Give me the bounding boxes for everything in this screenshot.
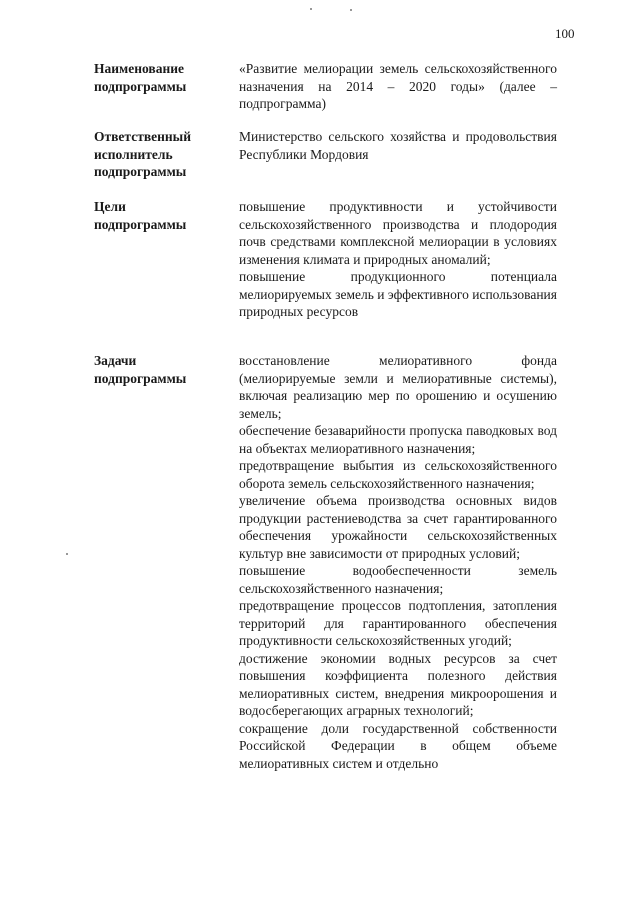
row-content xyxy=(239,198,557,321)
row-label: Ответственный исполнитель подпрограммы xyxy=(94,129,191,179)
task-item: обеспечение безаварийности пропуска паводковых вод на объектах мелиоративного назначения; xyxy=(239,423,557,456)
row-content xyxy=(239,352,557,772)
task-item: восстановление мелиоративного фонда (мелиорируемые земли и мелиоративные системы), включая реализацию мер по орошению и осушению земель; xyxy=(239,353,557,421)
task-item: достижение экономии водных ресурсов за счет повышения коэффициента полезного действия мелиоративных систем, внедрения микроорошения и водосберегающих аграрных технологий; xyxy=(239,650,557,718)
row-label: Наименование подпрограммы xyxy=(94,61,187,94)
goal-item: повышение продуктивности и устойчивости сельскохозяйственного производства и плодородия почв средствами комплексной мелиорации в условиях изменения климата и природных аномалий; xyxy=(239,199,557,267)
goal-item: повышение продукционного потенциала мелиорируемых земель и эффективного использования природных ресурсов xyxy=(239,269,557,319)
task-item: предотвращение процессов подтопления, затопления территорий для гарантированного обеспечения продуктивности сельскохозяйственных угодий; xyxy=(239,598,557,648)
task-item: предотвращение выбытия из сельскохозяйственного оборота земель сельскохозяйственного назначения; xyxy=(239,458,557,491)
scan-artifact xyxy=(350,9,352,11)
row-content: «Развитие мелиорации земель сельскохозяйственного назначения на 2014 – 2020 годы» (далее – подпрограмма) xyxy=(239,61,557,111)
row-label: Цели подпрограммы xyxy=(94,199,187,232)
scan-artifact xyxy=(310,8,312,10)
page-number: 100 xyxy=(555,26,575,41)
row-label: Задачи подпрограммы xyxy=(94,353,187,386)
row-content: Министерство сельского хозяйства и продовольствия Республики Мордовия xyxy=(239,129,557,162)
task-item: увеличение объема производства основных видов продукции растениеводства за счет гарантированного обеспечения урожайности сельскохозяйственных культур вне зависимости от природных условий; xyxy=(239,493,557,561)
task-item: сокращение доли государственной собственности Российской Федерации в общем объеме мелиоративных систем и отдельно xyxy=(239,720,557,771)
scan-artifact xyxy=(66,553,68,555)
task-item: повышение водообеспеченности земель сельскохозяйственного назначения; xyxy=(239,563,557,596)
